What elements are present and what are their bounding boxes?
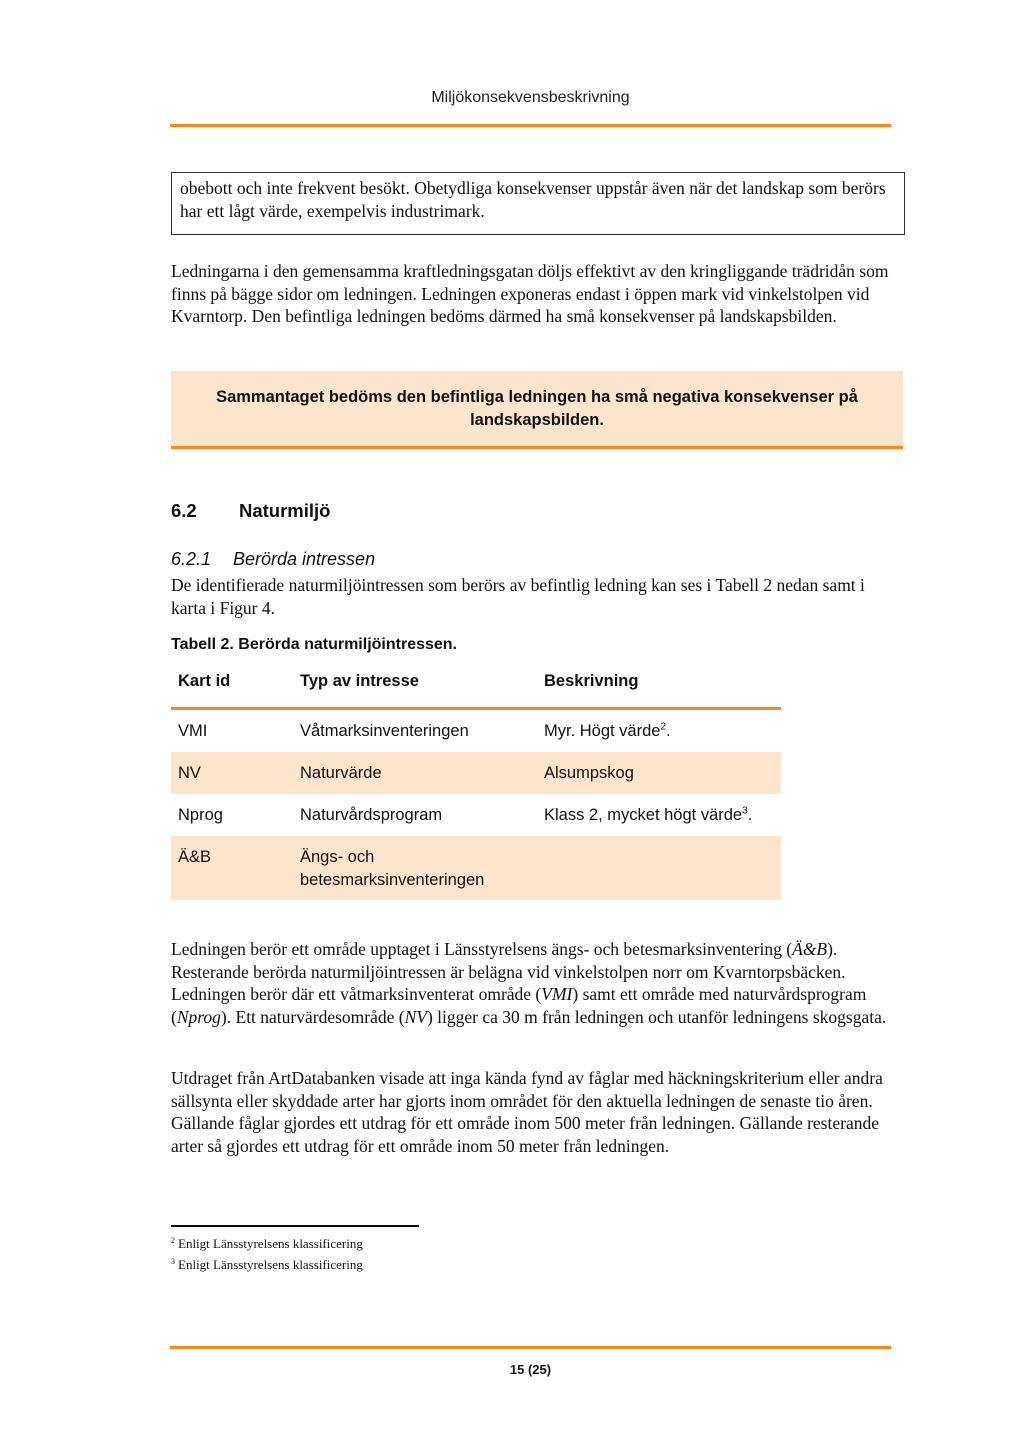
abbreviation: NV: [404, 1006, 427, 1027]
subsection-heading: [171, 549, 375, 570]
table-cell-type: Naturvårdsprogram: [300, 806, 443, 824]
body-paragraph-intro: De identifierade naturmiljöintressen som berörs av befintlig ledning kan ses i Tabell 2 nedan samt i karta i Figur 4.: [171, 575, 865, 618]
text-run: ). Resterande berörda naturmiljöintressen är belägna vid vinkelstolpen norr om Kvarntorpsbäcken. Ledningen berör där ett våtmarksinventerat område (: [171, 939, 846, 1005]
footnote-divider: [171, 1225, 419, 1227]
footer-divider: [170, 1346, 891, 1349]
footnote-ref: 2: [660, 721, 667, 733]
table-cell-description: Alsumpskog: [544, 764, 634, 782]
table-header-cell: Beskrivning: [544, 672, 639, 690]
subsection-number: 6.2.1: [171, 549, 212, 569]
section-heading: [171, 500, 330, 522]
table-cell-id: NV: [178, 764, 201, 782]
abbreviation: Ä&B: [792, 939, 828, 959]
footnote-ref: 3: [742, 805, 748, 817]
footnote-text: Enligt Länsstyrelsens klassificering: [178, 1236, 363, 1251]
text-run: ) samt ett område med naturvårdsprogram (: [171, 984, 867, 1027]
abbreviation: Nprog: [176, 1006, 221, 1027]
table-header-row: [171, 660, 781, 710]
description-suffix: .: [747, 806, 753, 824]
table-cell-type: Våtmarksinventeringen: [300, 722, 469, 740]
table-cell-type: Ängs- och betesmarksinventeringen: [300, 848, 485, 889]
description-text: Myr. Högt värde: [544, 722, 661, 740]
body-paragraph-landscape: Ledningarna i den gemensamma kraftledningsgatan döljs effektivt av den kringliggande trädridån som finns på bägge sidor om ledningen. Ledningen exponeras endast i öppen mark vid vinkelstolpen vid Kvarntorp. Den befintliga ledningen bedöms därmed ha små konsekvenser på landskapsbilden.: [171, 261, 889, 327]
table-cell-description: [544, 720, 671, 743]
table-row: [171, 794, 781, 836]
running-header: Miljökonsekvensbeskrivning: [431, 89, 630, 106]
description-suffix: .: [666, 722, 671, 740]
footnote: [171, 1257, 363, 1273]
footnote-mark: 2: [171, 1235, 175, 1245]
page-number: 15 (25): [509, 1362, 552, 1377]
footnote-mark: 3: [171, 1256, 175, 1266]
table-cell-type: Naturvärde: [300, 764, 382, 782]
table-cell-id: VMI: [178, 722, 208, 740]
body-paragraph-interests: [171, 938, 904, 1028]
footnote-text: Enligt Länsstyrelsens klassificering: [178, 1257, 363, 1272]
text-run: ) ligger ca 30 m från ledningen och utanför ledningens skogsgata.: [426, 1006, 887, 1027]
header-divider: [170, 124, 891, 127]
table-row: [171, 710, 781, 752]
summary-box: [171, 371, 903, 449]
boxed-paragraph: obebott och inte frekvent besökt. Obetydliga konsekvenser uppstår även när det landskap som berörs har ett lågt värde, exempelvis industrimark.: [171, 172, 905, 235]
table-cell-id: Nprog: [178, 806, 223, 824]
body-paragraph-artdatabanken: Utdraget från ArtDatabanken visade att inga kända fynd av fåglar med häckningskriterium eller andra sällsynta eller skyddade arter har gjorts inom området för den aktuella ledningen de senaste tio åren. Gällande fåglar gjordes ett utdrag för ett område inom 500 meter från ledningen. Gällande resterande arter så gjordes ett utdrag för ett område inom 50 meter från ledningen.: [171, 1068, 883, 1156]
summary-text: Sammantaget bedöms den befintliga ledningen ha små negativa konsekvenser på landskapsbilden.: [216, 388, 858, 429]
subsection-title: Berörda intressen: [233, 549, 376, 569]
text-run: ). Ett naturvärdesområde (: [220, 1006, 405, 1027]
table-header-cell: Typ av intresse: [300, 672, 419, 690]
description-text: Klass 2, mycket högt värde: [544, 806, 743, 824]
section-number: 6.2: [171, 500, 197, 521]
abbreviation: VMI: [541, 984, 573, 1005]
text-run: Ledningen berör ett område upptaget i Länsstyrelsens ängs- och betesmarksinventering (: [171, 939, 793, 959]
table-caption: Tabell 2. Berörda naturmiljöintressen.: [171, 636, 457, 653]
table-cell-description: [544, 804, 752, 827]
section-title: Naturmiljö: [239, 500, 331, 521]
table-row: [171, 752, 781, 794]
table-cell-id: Ä&B: [178, 848, 212, 866]
table-row: [171, 836, 781, 900]
footnote: [171, 1236, 363, 1252]
table-header-cell: Kart id: [178, 672, 231, 690]
interest-table: [171, 660, 781, 900]
